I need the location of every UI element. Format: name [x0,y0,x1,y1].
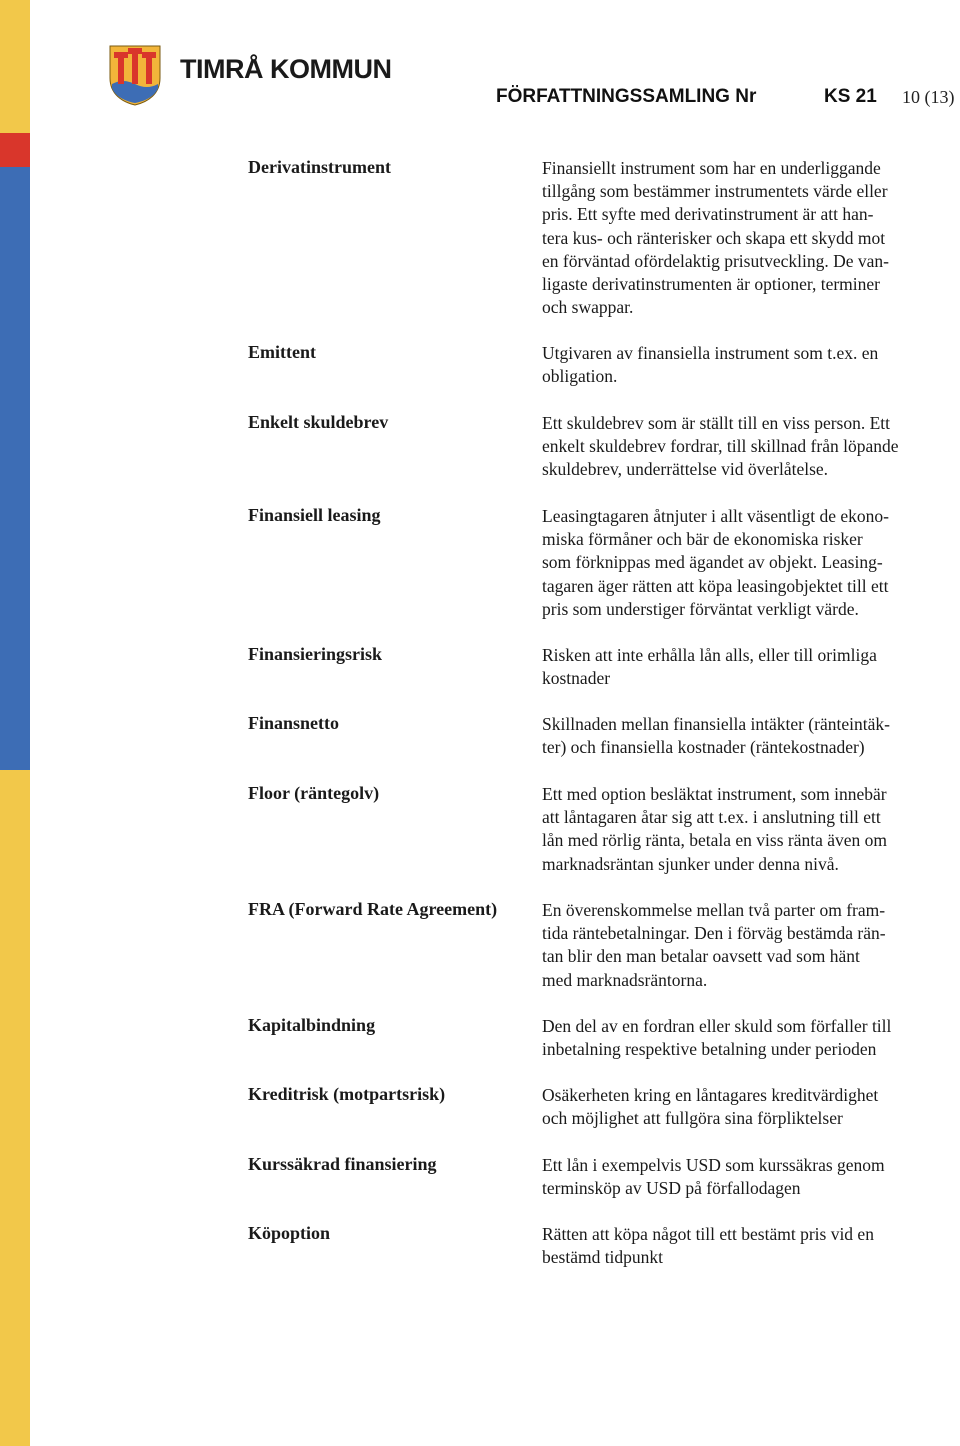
definition-line: skuldebrev, underrättelse vid överlåtelse. [542,459,829,480]
side-bar-yellow-bottom [0,770,30,1446]
document-code: KS 21 [824,86,877,107]
collection-title: FÖRFATTNINGSSAMLING Nr [496,86,757,107]
definition-line: Ett skuldebrev som är ställt till en viss person. Ett [542,413,891,433]
side-bar-yellow-top [0,0,30,133]
definition [542,644,952,690]
definition-line: Skillnaden mellan finansiella intäkter (ränteintäk- [542,714,890,734]
definition-line: miska förmåner och bär de ekonomiska risker [542,529,863,550]
definition-line: lån med rörlig ränta, betala en viss ränta även om [542,830,888,851]
definition-line: Leasingtagaren åtnjuter i allt väsentligt de ekono- [542,506,889,526]
definition-line: En överenskommelse mellan två parter om fram- [542,900,886,920]
definition-line: terminsköp av USD på förfallodagen [542,1178,801,1199]
definition-line: att låntagaren åtar sig att t.ex. i anslutning till ett [542,807,881,828]
definition-line: och swappar. [542,297,634,318]
term: Enkelt skuldebrev [248,412,389,432]
definition [542,1154,952,1200]
definition [542,783,952,876]
term: Kapitalbindning [248,1015,376,1035]
definition-line: och möjlighet att fullgöra sina förpliktelser [542,1108,843,1129]
definition-line: pris. Ett syfte med derivatinstrument är att han- [542,204,874,225]
definition-line: Osäkerheten kring en låntagares kreditvärdighet [542,1085,879,1105]
term: Kreditrisk (motpartsrisk) [248,1084,446,1104]
term: Floor (räntegolv) [248,783,380,803]
definition-line: inbetalning respektive betalning under perioden [542,1039,877,1060]
definition-line: en förväntad ofördelaktig prisutveckling. De van- [542,250,889,271]
definition-line: tida räntebetalningar. Den i förväg bestämda rän- [542,923,886,944]
definition-line: tera kus- och ränterisker och skapa ett skydd mot [542,227,886,248]
term: Finansnetto [248,713,340,733]
definition-line: Den del av en fordran eller skuld som förfaller till [542,1016,892,1036]
term: Finansiell leasing [248,505,381,525]
term: FRA (Forward Rate Agreement) [248,899,498,919]
definition-line: Utgivaren av finansiella instrument som t.ex. en [542,343,879,363]
definition-line: som förknippas med ägandet av objekt. Leasing- [542,552,883,573]
definition-line: obligation. [542,366,618,387]
term: Emittent [248,342,316,362]
definition [542,1015,952,1061]
definition-line: Ett lån i exempelvis USD som kurssäkras genom [542,1155,885,1175]
definition-line: tagaren äger rätten att köpa leasingobjektet till ett [542,575,889,596]
side-bar-blue [0,167,30,770]
definition-line: marknadsräntan sjunker under denna nivå. [542,853,839,874]
coat-of-arms-icon [108,44,162,106]
definition [542,157,952,319]
definition-line: tillgång som bestämmer instrumentets värde eller [542,181,888,202]
municipality-logo [108,44,392,108]
definition-line: kostnader [542,668,611,689]
definition [542,713,952,759]
term: Köpoption [248,1223,331,1243]
definition-line: ligaste derivatinstrumenten är optioner, terminer [542,274,881,295]
definition [542,505,952,621]
term: Finansieringsrisk [248,644,383,664]
definition-line: bestämd tidpunkt [542,1247,664,1268]
definition-line: Finansiellt instrument som har en underliggande [542,158,881,178]
definition [542,899,952,992]
definition-line: pris som understiger förväntat verkligt värde. [542,598,859,619]
definition-line: ter) och finansiella kostnader (räntekostnader) [542,737,865,758]
definition-line: Rätten att köpa något till ett bestämt pris vid en [542,1224,874,1244]
page-number: 10 (13) [902,87,955,107]
definition [542,1223,952,1269]
definition [542,1084,952,1130]
definition-line: Ett med option besläktat instrument, som innebär [542,784,887,804]
definition [542,342,952,388]
definition-line: enkelt skuldebrev fordrar, till skillnad från löpande [542,436,899,457]
definition-line: Risken att inte erhålla lån alls, eller till orimliga [542,645,877,665]
definition-line: med marknadsräntorna. [542,969,708,990]
logo-text: TIMRÅ KOMMUN [180,54,392,84]
term: Kurssäkrad finansiering [248,1154,437,1174]
definition-line: tan blir den man betalar oavsett vad som hänt [542,946,860,967]
term: Derivatinstrument [248,157,391,177]
side-bar-red [0,133,30,167]
definition [542,412,952,482]
